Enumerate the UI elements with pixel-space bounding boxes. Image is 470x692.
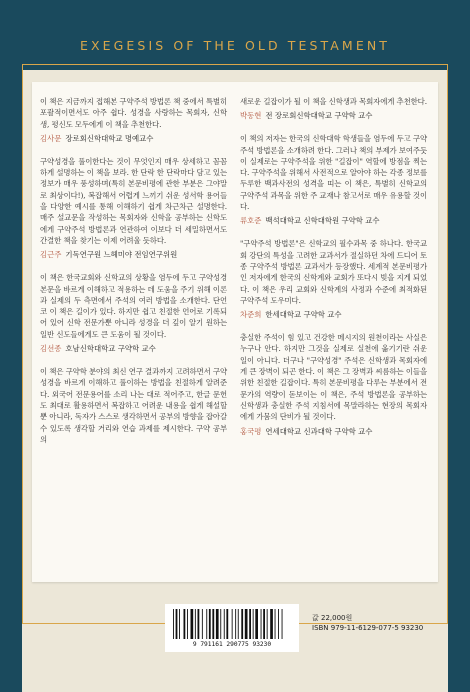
barcode-bar [195, 609, 196, 639]
endorsement [240, 96, 427, 121]
barcode-bar [253, 609, 254, 639]
barcode-bar [184, 609, 186, 639]
isbn: ISBN 979-11-6129-077-5 93230 [312, 624, 424, 632]
endorser-affiliation: 기독연구원 느헤미야 전임연구위원 [65, 250, 178, 260]
endorser-affiliation: 한세대학교 구약학 교수 [265, 310, 342, 320]
barcode-bar [241, 609, 243, 639]
barcode-label [165, 604, 299, 652]
endorser-name: 김근주 [40, 250, 62, 260]
barcode-bar [173, 609, 174, 639]
endorsement-signature [240, 110, 427, 121]
barcode-bar [263, 609, 265, 639]
endorsement-signature [40, 249, 227, 260]
barcode-bar [255, 609, 258, 639]
barcode-icon [173, 609, 291, 639]
endorsement-text: 이 책의 저자는 한국의 신학대학 학생들을 염두에 두고 구약주석 방법론을 소개하려 한다. 그러나 책의 부제가 보여주듯이 실제로는 구약주석을 위한 "길잡이" 역할에 방점을 찍는다. 구약주석을 위해서 사전적으로 알아야 하는 각종 정보를 두루한 백과사전의 성격을 띠는 이 책은, 특별히 신학교의 구약주석 과목을 위한 주 교재나 참고서로 매우 유용할 것이다. [240, 134, 427, 212]
endorsement [40, 96, 227, 144]
endorsement [240, 133, 427, 226]
endorsement-text: 이 책은 구약학 분야의 최신 연구 결과까지 고려하면서 구약성경을 바르게 이해하고 풀이하는 방법을 친절하게 알려준다. 외국어 전문용어를 소리 나는 대로 적어주고, 한글 문헌도 최대로 활용하면서 복잡하고 어려운 내용을 쉽게 해설할 뿐 아니라, 독자가 스스로 생각하면서 공부의 방향을 잡아갈 수 있도록 생각할 거리와 연습 과제를 제시한다. 구약 공부의 [40, 367, 227, 444]
endorsement-signature [240, 309, 427, 320]
barcode-bar [176, 609, 178, 639]
endorsement-signature [40, 343, 227, 354]
endorsement-signature [240, 426, 427, 437]
barcode-bar [249, 609, 251, 639]
barcode-bar [209, 609, 211, 639]
left-column [40, 96, 227, 445]
endorsement [40, 156, 227, 260]
right-column [240, 96, 427, 437]
barcode-bar [216, 609, 219, 639]
barcode-bar [238, 609, 239, 639]
endorsement [40, 366, 227, 445]
endorser-name: 차준희 [240, 310, 262, 320]
barcode-bar [275, 609, 276, 639]
endorsement-text: 이 책은 한국교회와 신학교의 상황을 염두에 두고 구약성경 본문을 바르게 이해하고 적용하는 데 도움을 주기 위해 이론과 실제의 두 측면에서 주석의 여러 방법을 소개한다. 단언코 이 책은 길이가 있다. 하지만 쉽고 친절한 언어로 기록되어 있어 신학 전문가뿐 아니라 성경을 더 깊이 알기 원하는 일반 신도들에게도 큰 도움이 될 것이다. [40, 273, 227, 339]
barcode-bar [198, 609, 200, 639]
barcode-bar [235, 609, 236, 639]
barcode-bar [270, 609, 273, 639]
endorsement-text: 충실한 주석이 힘 있고 건강한 메시지의 원천이라는 사실은 누구나 안다. 하지만 그것을 실제로 실천에 옮기기란 쉬운 일이 아니다. 더구나 "구약성경" 주석은 신학생과 목회자에게 큰 장벽이 되곤 한다. 이 책은 그 장벽과 씨름하는 이들을 위한 친절한 길잡이다. 특히 본문비평을 다루는 부분에서 전문가의 역량이 돋보이는 이 책은, 주석 방법론을 공부하는 신학생과 충실한 주석 지침서에 목말라하는 현장의 목회자에게 가뭄의 단비가 될 것이다. [240, 333, 427, 422]
endorsement [40, 272, 227, 354]
endorser-affiliation: 백석대학교 신학대학원 구약학 교수 [265, 216, 380, 226]
endorser-affiliation: 장로회신학대학교 명예교수 [65, 133, 154, 143]
endorsement-text: 구약성경을 풀이한다는 것이 무엇인지 매우 상세하고 꼼꼼하게 설명하는 이 책을 보라. 한 단락 한 단락마다 담고 있는 정보가 매우 풍성하며(특히 본문비평에 관한 부분은 그야말로 최상이다!), 복잡해서 어렵게 느끼기 쉬운 성서학 용어들을 다양한 예시를 통해 이해하기 쉽게 차근차근 설명한다. 매주 설교문을 작성하는 목회자와 신학을 공부하는 신학도에게 구약주석 방법론과 연관하여 이보다 더 세밀하면서도 간결한 책을 찾기는 이제 어려울 듯하다. [40, 156, 227, 245]
endorsement-text: 새로운 길잡이가 될 이 책을 신학생과 목회자에게 추천한다. [240, 97, 427, 106]
endorsement-signature [40, 133, 227, 144]
cover-side-right [448, 0, 470, 692]
barcode-bar [220, 609, 221, 639]
barcode-bar [232, 609, 233, 639]
barcode-bar [261, 609, 262, 639]
endorser-name: 김선종 [40, 344, 62, 354]
endorser-name: 김사문 [40, 133, 62, 143]
cover-side-left [0, 0, 22, 692]
barcode-bar [187, 609, 188, 639]
endorsement [240, 332, 427, 436]
barcode-bar [224, 609, 225, 639]
endorsement-text: "구약주석 방법론"은 신학교의 필수과목 중 하나다. 한국교회 강단의 특성을 고려한 교과서가 절실하던 차에 드디어 토종 구약주석 방법론 교과서가 등장했다. 세계적 본문비평가인 저자에게 한국의 신학계와 교회가 또다시 빚을 지게 되었다. 이 책은 우리 교회와 신학계의 사정과 수준에 최적화된 구약주석 도우미다. [240, 239, 427, 305]
barcode-bar [206, 609, 207, 639]
barcode-bar [179, 609, 180, 639]
price-block [312, 613, 423, 633]
barcode-bar [202, 609, 203, 639]
barcode-bar [212, 609, 214, 639]
barcode-bar [282, 609, 283, 639]
barcode-bar [245, 609, 248, 639]
cover-band [0, 0, 470, 70]
barcode-bar [191, 609, 194, 639]
barcode-bar [267, 609, 268, 639]
endorser-name: 박동현 [240, 111, 262, 121]
endorser-affiliation: 전 장로회신학대학교 구약학 교수 [265, 111, 373, 121]
endorsement [240, 238, 427, 320]
endorser-affiliation: 호남신학대학교 구약학 교수 [65, 344, 156, 354]
endorsement-signature [240, 215, 427, 226]
barcode-number: 9 791161 290775 93230 [192, 641, 272, 648]
endorser-name: 홍국평 [240, 426, 262, 436]
endorser-name: 류호준 [240, 216, 262, 226]
barcode-bar [278, 609, 279, 639]
price: 값 22,000원 [312, 614, 353, 622]
series-title: EXEGESIS OF THE OLD TESTAMENT [79, 38, 391, 53]
endorsement-text: 이 책은 지금까지 접해본 구약주석 방법론 책 중에서 특별히 포괄적이면서도 아주 쉽다. 성경을 사랑하는 목회자, 신학생, 평신도 모두에게 이 책을 추천한다. [40, 97, 227, 129]
barcode-bar [226, 609, 228, 639]
endorser-affiliation: 연세대학교 신과대학 구약학 교수 [265, 426, 373, 436]
